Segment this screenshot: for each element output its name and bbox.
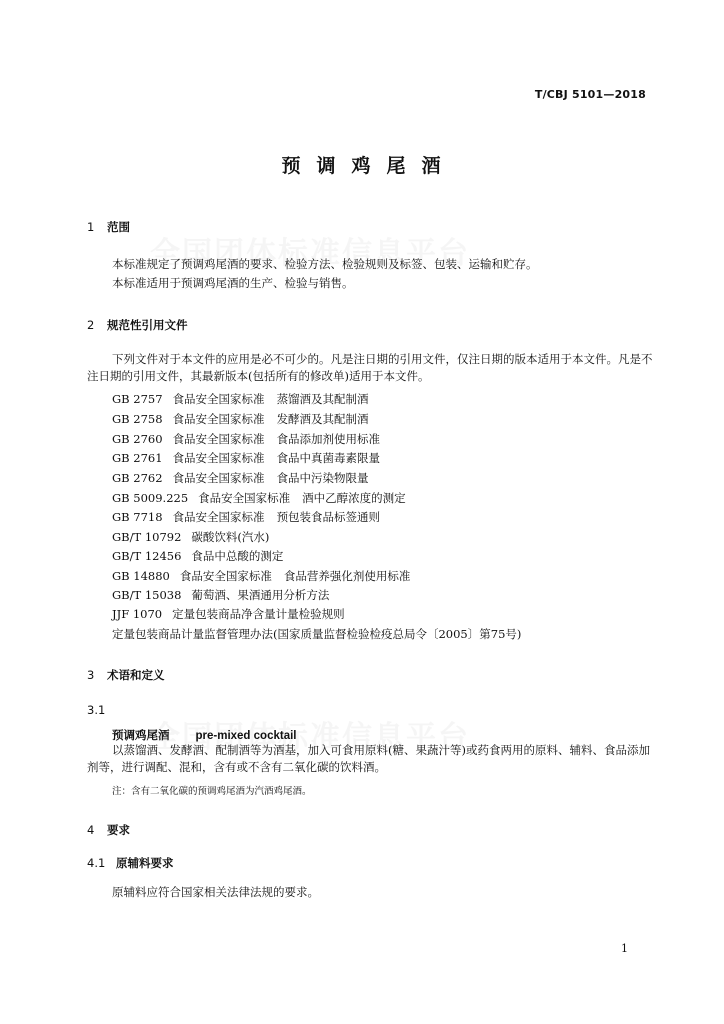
reference-subtitle: 食品中污染物限量 [276, 471, 369, 485]
reference-item [112, 568, 410, 584]
reference-code: GB 2761 [112, 451, 163, 465]
section-title: 规范性引用文件 [107, 318, 188, 332]
section-number: 3 [87, 668, 95, 682]
page-number: 1 [621, 942, 628, 955]
reference-subtitle: 食品营养强化剂使用标准 [283, 569, 411, 583]
reference-code: GB 2762 [112, 471, 163, 485]
document-title: 预调鸡尾酒 [281, 155, 457, 177]
term-chinese: 预调鸡尾酒 [112, 728, 170, 742]
reference-item [112, 606, 357, 622]
section-2-intro: 下列文件对于本文件的应用是必不可少的。凡是注日期的引用文件，仅注日期的版本适用于本文件。凡是不注日期的引用文件，其最新版本(包括所有的修改单)适用于本文件。 [87, 352, 653, 383]
section-number: 4 [87, 823, 95, 837]
reference-title: 定量包装商品净含量计量检验规则 [172, 607, 345, 621]
section-title: 范围 [107, 220, 130, 234]
reference-item [112, 490, 406, 506]
term-english: pre-mixed cocktail [195, 730, 297, 742]
reference-code: JJF 1070 [112, 607, 163, 621]
reference-item [112, 548, 295, 564]
reference-item [112, 411, 369, 427]
section-number: 1 [87, 220, 95, 234]
reference-item [112, 450, 380, 466]
reference-subtitle: 酒中乙醇浓度的测定 [302, 491, 406, 505]
reference-code: GB 14880 [112, 569, 170, 583]
section-4-heading [87, 822, 130, 838]
reference-code: GB 2757 [112, 392, 163, 406]
reference-title: 食品安全国家标准 [172, 412, 265, 426]
reference-code: GB 7718 [112, 510, 163, 524]
section-number: 2 [87, 318, 95, 332]
term-definition: 以蒸馏酒、发酵酒、配制酒等为酒基，加入可食用原料(糖、果蔬汁等)或药食两用的原料、辅料、食品添加剂等，进行调配、混和，含有或不含有二氧化碳的饮料酒。 [87, 743, 650, 774]
reference-code: GB/T 10792 [112, 530, 182, 544]
subsection-4-1-heading [87, 855, 174, 871]
reference-title: 食品安全国家标准 [172, 471, 265, 485]
subsection-title: 原辅料要求 [116, 856, 174, 870]
section-1-paragraph-2: 本标准适用于预调鸡尾酒的生产、检验与销售。 [112, 276, 354, 290]
reference-subtitle: 食品中真菌毒素限量 [276, 451, 381, 465]
reference-item [112, 587, 341, 603]
reference-subtitle: 蒸馏酒及其配制酒 [276, 392, 369, 406]
term-entry [112, 724, 296, 743]
reference-item [112, 509, 380, 525]
section-2-heading [87, 317, 188, 333]
reference-title: 食品中总酸的测定 [191, 549, 284, 563]
section-title: 术语和定义 [107, 668, 165, 682]
section-title: 要求 [107, 823, 130, 837]
reference-title: 食品安全国家标准 [172, 392, 265, 406]
reference-item-regulation: 定量包装商品计量监督管理办法(国家质量监督检验检疫总局令〔2005〕第75号) [112, 627, 522, 641]
section-3-heading [87, 667, 165, 683]
reference-code: GB/T 12456 [112, 549, 182, 563]
reference-code: GB 5009.225 [112, 491, 189, 505]
subsection-number: 4.1 [87, 856, 106, 870]
term-note: 注：含有二氧化碳的预调鸡尾酒为汽酒鸡尾酒。 [112, 786, 312, 797]
reference-title: 食品安全国家标准 [198, 491, 291, 505]
reference-title: 食品安全国家标准 [172, 451, 265, 465]
reference-title: 食品安全国家标准 [172, 432, 265, 446]
reference-title: 葡萄酒、果酒通用分析方法 [191, 588, 330, 602]
reference-code: GB/T 15038 [112, 588, 182, 602]
reference-code: GB 2758 [112, 412, 163, 426]
reference-title: 食品安全国家标准 [179, 569, 272, 583]
document-number: T/CBJ 5101—2018 [534, 88, 646, 101]
section-4-1-paragraph: 原辅料应符合国家相关法律法规的要求。 [112, 885, 319, 899]
reference-item [112, 470, 369, 486]
reference-subtitle: 预包装食品标签通则 [276, 510, 381, 524]
reference-item [112, 391, 369, 407]
reference-code: GB 2760 [112, 432, 163, 446]
section-1-heading [87, 219, 130, 235]
section-1-paragraph-1: 本标准规定了预调鸡尾酒的要求、检验方法、检验规则及标签、包装、运输和贮存。 [112, 257, 538, 271]
reference-title: 食品安全国家标准 [172, 510, 265, 524]
reference-subtitle: 发酵酒及其配制酒 [276, 412, 369, 426]
reference-item [112, 529, 281, 545]
reference-title: 碳酸饮料(汽水) [191, 530, 270, 544]
subsection-3-1-number: 3.1 [87, 703, 106, 717]
reference-subtitle: 食品添加剂使用标准 [276, 432, 381, 446]
reference-item [112, 431, 380, 447]
